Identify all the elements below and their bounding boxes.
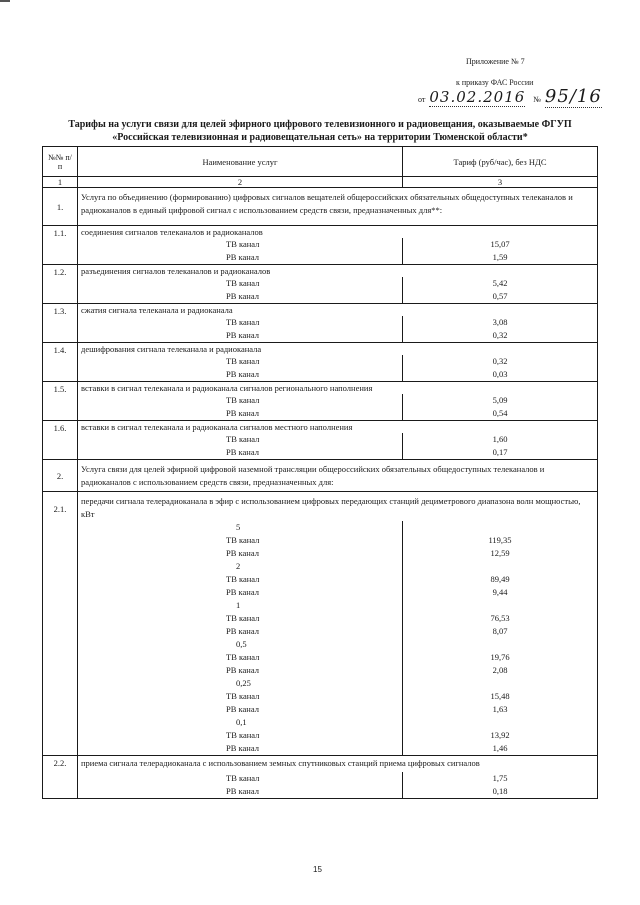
power-group: [78, 638, 597, 677]
section-1-num: 1.: [43, 188, 78, 226]
power-tariffs: [402, 716, 597, 755]
item-2-1-text: передачи сигнала телерадиоканала в эфир с использованием цифровых передающих станций дециметрового диапазона волн мощностью, кВт: [81, 496, 581, 519]
power-kw: 0,5: [236, 639, 247, 649]
tv-label: ТВ канал: [226, 613, 260, 623]
section-1-text: Услуга по объединению (формированию) цифровых сигналов вещателей общероссийских обязательных общедоступных телеканалов и радиоканалов в единый цифровой сигнал с использованием средств связи, предназначенных для**:: [78, 188, 598, 226]
item-2-2-values: [78, 772, 597, 798]
rv-value: 8,07: [492, 626, 508, 636]
power-tariffs: [402, 638, 597, 677]
power-kw: 5: [236, 522, 241, 532]
header-name: Наименование услуг: [78, 147, 403, 177]
power-labels: [78, 560, 402, 599]
power-group: [78, 599, 597, 638]
rv-value: 1,46: [492, 743, 508, 753]
table-row: [43, 382, 598, 421]
rv-label: РВ канал: [226, 291, 259, 301]
item-labels: [78, 394, 402, 420]
rv-label: РВ канал: [226, 786, 259, 796]
item-2-1-num: 2.1.: [43, 492, 78, 756]
section-1-items: [43, 226, 598, 460]
appendix-label: Приложение № 7: [466, 57, 525, 66]
order-date-number: [418, 86, 602, 107]
item-2-1-body: [78, 492, 598, 756]
item-2-2-num: 2.2.: [43, 756, 78, 799]
order-reference: к приказу ФАС России: [456, 78, 534, 87]
tv-value: 13,92: [490, 730, 510, 740]
rv-label: РВ канал: [226, 548, 259, 558]
item-name: разъединения сигналов телеканалов и радиоканалов: [81, 266, 271, 276]
rv-value: 1,59: [492, 252, 508, 262]
rv-value: 0,18: [492, 786, 508, 796]
table-header-row: [43, 147, 598, 177]
colnum-3: 3: [403, 177, 598, 188]
tv-label: ТВ канал: [226, 773, 260, 783]
item-values: [78, 355, 597, 381]
item-num: 1.1.: [43, 226, 78, 265]
tv-value: 5,42: [492, 278, 508, 288]
item-num: 1.5.: [43, 382, 78, 421]
tv-value: 76,53: [490, 613, 510, 623]
item-body: [78, 226, 598, 265]
item-name: вставки в сигнал телеканала и радиоканала сигналов местного наполнения: [81, 422, 353, 432]
tv-label: ТВ канал: [226, 574, 260, 584]
rv-label: РВ канал: [226, 369, 259, 379]
item-num: 1.2.: [43, 265, 78, 304]
power-rows: [78, 521, 597, 755]
power-tariffs: [402, 677, 597, 716]
rv-label: РВ канал: [226, 587, 259, 597]
tv-label: ТВ канал: [226, 652, 260, 662]
item-labels: [78, 238, 402, 264]
power-group: [78, 521, 597, 560]
tv-value: 119,35: [488, 535, 512, 545]
item-tariffs: [402, 433, 597, 459]
table-row: [43, 343, 598, 382]
power-group: [78, 716, 597, 755]
item-2-2-labels: [78, 772, 402, 798]
header-num: №№ п/п: [43, 147, 78, 177]
item-values: [78, 433, 597, 459]
title-line-1: Тарифы на услуги связи для целей эфирного цифрового телевизионного и радиовещания, оказываемые ФГУП: [68, 119, 572, 130]
item-tariffs: [402, 355, 597, 381]
item-2-2-row: [43, 756, 598, 799]
power-labels: [78, 716, 402, 755]
item-labels: [78, 316, 402, 342]
tv-value: 1,75: [492, 773, 508, 783]
column-number-row: [43, 177, 598, 188]
power-group: [78, 677, 597, 716]
header-tariff: Тариф (руб/час), без НДС: [403, 147, 598, 177]
number-prefix: №: [533, 95, 541, 104]
power-group: [78, 560, 597, 599]
tv-label: ТВ канал: [226, 434, 260, 444]
table-row: [43, 265, 598, 304]
rv-value: 0,03: [492, 369, 508, 379]
item-name: соединения сигналов телеканалов и радиоканалов: [81, 227, 263, 237]
tv-label: ТВ канал: [226, 278, 260, 288]
tv-value: 15,07: [490, 239, 510, 249]
item-values: [78, 394, 597, 420]
rv-value: 0,32: [492, 330, 508, 340]
rv-value: 9,44: [492, 587, 508, 597]
rv-label: РВ канал: [226, 704, 259, 714]
colnum-1: 1: [43, 177, 78, 188]
item-2-1-row: [43, 492, 598, 756]
document-title: [40, 118, 600, 144]
power-kw: 1: [236, 600, 241, 610]
handwritten-date: 03.02.2016: [429, 88, 526, 106]
section-1-row: [43, 188, 598, 226]
section-2-row: [43, 460, 598, 492]
item-num: 1.3.: [43, 304, 78, 343]
tv-value: 89,49: [490, 574, 510, 584]
item-labels: [78, 355, 402, 381]
item-2-2-body: [78, 756, 598, 799]
item-tariffs: [402, 238, 597, 264]
power-kw: 0,25: [236, 678, 251, 688]
item-values: [78, 238, 597, 264]
colnum-2: 2: [78, 177, 403, 188]
rv-value: 0,57: [492, 291, 508, 301]
tv-value: 1,60: [492, 434, 508, 444]
title-line-2: «Российская телевизионная и радиовещательная сеть» на территории Тюменской области*: [112, 132, 528, 143]
item-name: сжатия сигнала телеканала и радиоканала: [81, 305, 233, 315]
rv-label: РВ канал: [226, 330, 259, 340]
item-num: 1.6.: [43, 421, 78, 460]
power-labels: [78, 677, 402, 716]
power-kw: 2: [236, 561, 241, 571]
section-2-num: 2.: [43, 460, 78, 492]
section-2-text: Услуга связи для целей эфирной цифровой наземной трансляции общероссийских обязательных общедоступных телеканалов и радиоканалов с использованием средств связи, предназначенных для:: [78, 460, 598, 492]
item-body: [78, 304, 598, 343]
item-body: [78, 382, 598, 421]
handwritten-number: 95/16: [544, 86, 602, 107]
item-tariffs: [402, 277, 597, 303]
tv-label: ТВ канал: [226, 535, 260, 545]
page-number: 15: [313, 865, 322, 874]
item-body: [78, 343, 598, 382]
item-name: дешифрования сигнала телеканала и радиоканала: [81, 344, 262, 354]
power-kw: 0,1: [236, 717, 247, 727]
item-labels: [78, 277, 402, 303]
power-labels: [78, 599, 402, 638]
rv-label: РВ канал: [226, 665, 259, 675]
tv-value: 19,76: [490, 652, 510, 662]
item-body: [78, 421, 598, 460]
item-name: вставки в сигнал телеканала и радиоканала сигналов регионального наполнения: [81, 383, 373, 393]
tv-label: ТВ канал: [226, 239, 260, 249]
rv-value: 12,59: [490, 548, 510, 558]
tariff-table: [42, 146, 598, 799]
tv-label: ТВ канал: [226, 317, 260, 327]
item-2-2-text: приема сигнала телерадиоканала с использованием земных спутниковых станций приема цифровых сигналов: [81, 758, 480, 768]
item-body: [78, 265, 598, 304]
tv-value: 15,48: [490, 691, 510, 701]
item-num: 1.4.: [43, 343, 78, 382]
table-row: [43, 421, 598, 460]
item-2-2-tariffs: [402, 772, 597, 798]
item-tariffs: [402, 394, 597, 420]
item-tariffs: [402, 316, 597, 342]
rv-value: 0,17: [492, 447, 508, 457]
tv-value: 3,08: [492, 317, 508, 327]
rv-value: 1,63: [492, 704, 508, 714]
rv-label: РВ канал: [226, 408, 259, 418]
rv-label: РВ канал: [226, 743, 259, 753]
rv-value: 0,54: [492, 408, 508, 418]
tv-label: ТВ канал: [226, 691, 260, 701]
item-values: [78, 277, 597, 303]
tv-value: 0,32: [492, 356, 508, 366]
rv-label: РВ канал: [226, 447, 259, 457]
rv-value: 2,08: [492, 665, 508, 675]
item-values: [78, 316, 597, 342]
tv-label: ТВ канал: [226, 395, 260, 405]
scan-mark: [0, 0, 10, 2]
tv-label: ТВ канал: [226, 730, 260, 740]
rv-label: РВ канал: [226, 626, 259, 636]
date-prefix: от: [418, 95, 426, 104]
table-row: [43, 226, 598, 265]
power-tariffs: [402, 560, 597, 599]
item-labels: [78, 433, 402, 459]
tv-value: 5,09: [492, 395, 508, 405]
power-labels: [78, 521, 402, 560]
power-tariffs: [402, 599, 597, 638]
table-row: [43, 304, 598, 343]
power-tariffs: [402, 521, 597, 560]
power-labels: [78, 638, 402, 677]
tv-label: ТВ канал: [226, 356, 260, 366]
rv-label: РВ канал: [226, 252, 259, 262]
